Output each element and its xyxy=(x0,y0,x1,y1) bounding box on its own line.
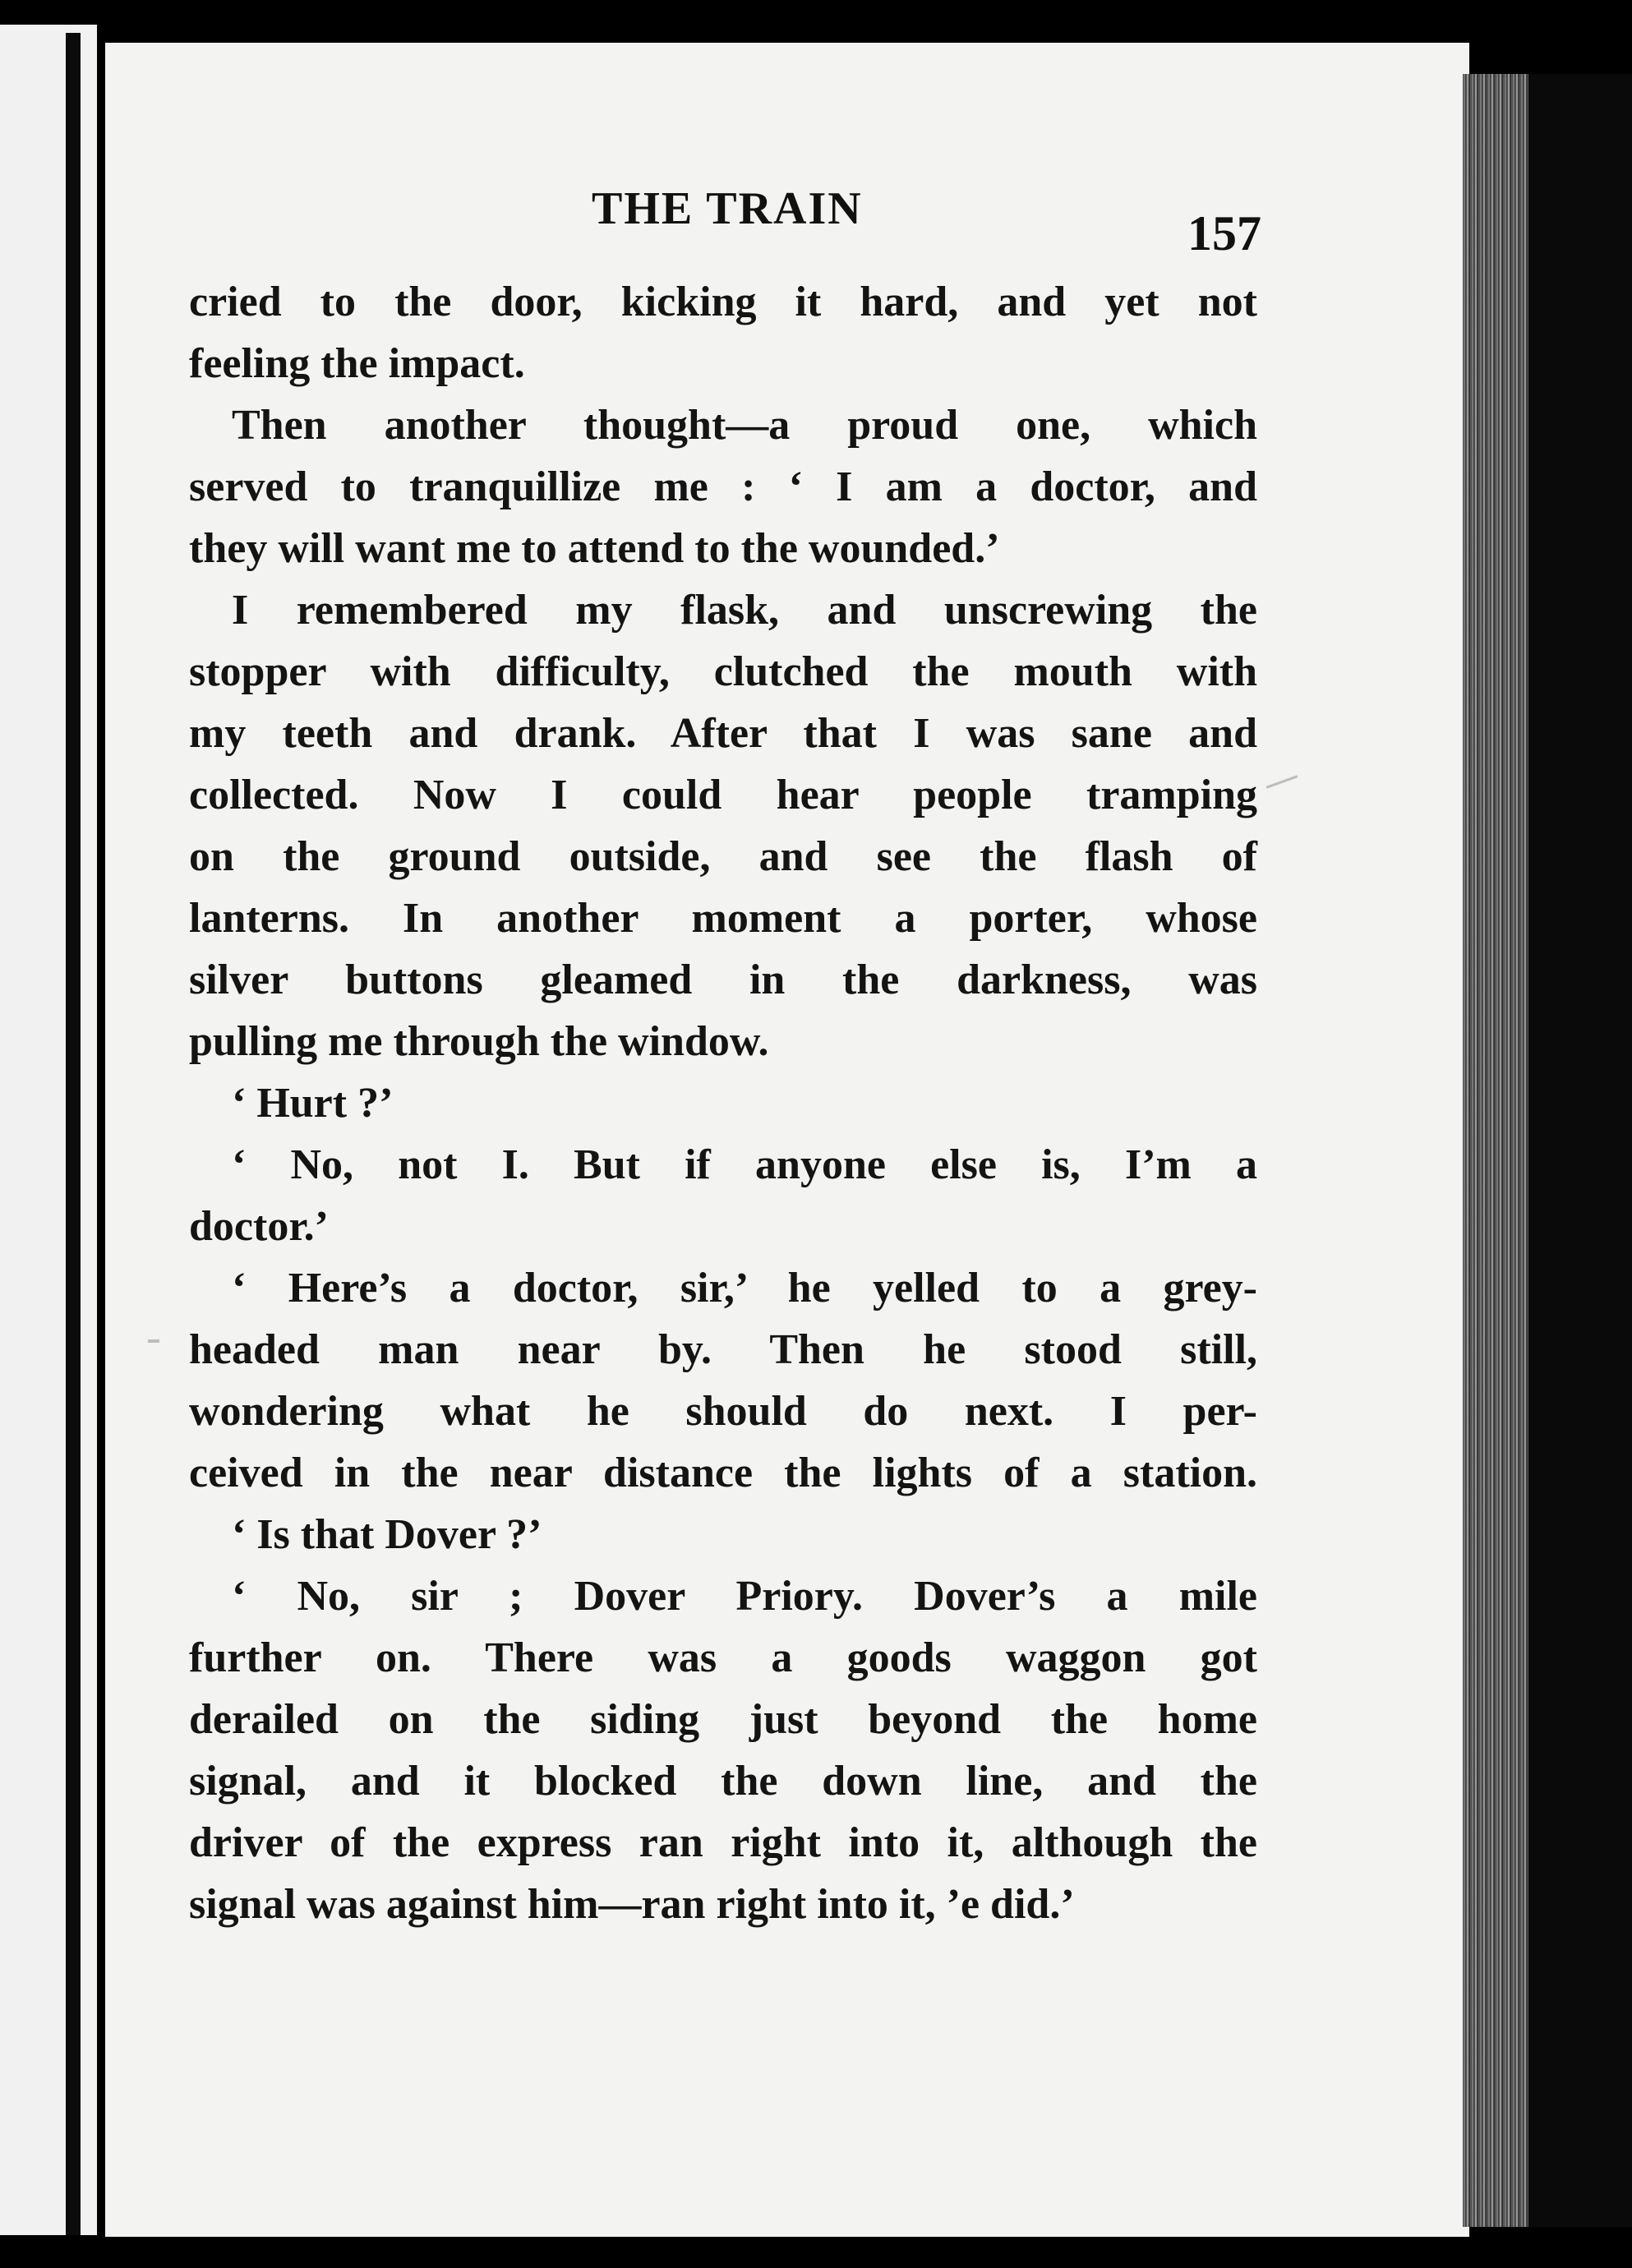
text-line: derailed on the siding just beyond the home xyxy=(189,1696,1257,1743)
text-line: ceived in the near distance the lights of a station. xyxy=(189,1450,1257,1496)
paper-blemish xyxy=(148,1339,159,1343)
text-line: I remembered my flask, and unscrewing the xyxy=(232,587,1257,634)
running-head: THE TRAIN xyxy=(592,183,863,234)
text-line: on the ground outside, and see the flash of xyxy=(189,833,1257,880)
text-line: Then another thought—a proud one, which xyxy=(232,402,1257,449)
text-line: ‘ Is that Dover ?’ xyxy=(232,1511,542,1558)
text-line: lanterns. In another moment a porter, whose xyxy=(189,895,1257,942)
page-number: 157 xyxy=(1187,206,1261,260)
text-line: further on. There was a goods waggon got xyxy=(189,1634,1257,1681)
scan-background-right xyxy=(1528,74,1632,2227)
text-line: ‘ Here’s a doctor, sir,’ he yelled to a grey- xyxy=(232,1265,1257,1311)
page-fore-edge xyxy=(1463,74,1528,2227)
text-line: doctor.’ xyxy=(189,1203,329,1250)
text-line: served to tranquillize me : ‘ I am a doctor, and xyxy=(189,463,1257,510)
text-line: signal, and it blocked the down line, and the xyxy=(189,1758,1257,1805)
text-line: my teeth and drank. After that I was sane and xyxy=(189,710,1257,757)
text-line: silver buttons gleamed in the darkness, was xyxy=(189,957,1257,1003)
text-line: ‘ Hurt ?’ xyxy=(232,1080,394,1127)
text-line: headed man near by. Then he stood still, xyxy=(189,1326,1257,1373)
text-line: stopper with difficulty, clutched the mouth with xyxy=(189,648,1257,695)
text-line: they will want me to attend to the wounded.’ xyxy=(189,525,1000,572)
text-line: feeling the impact. xyxy=(189,340,525,387)
facing-page-edge xyxy=(0,25,97,2235)
body-text xyxy=(189,271,1257,1935)
text-line: wondering what he should do next. I per- xyxy=(189,1388,1257,1435)
text-line: pulling me through the window. xyxy=(189,1018,769,1065)
text-line: driver of the express ran right into it, although the xyxy=(189,1819,1257,1866)
text-line: collected. Now I could hear people tramping xyxy=(189,772,1257,818)
text-line: cried to the door, kicking it hard, and yet not xyxy=(189,279,1257,325)
text-line: ‘ No, sir ; Dover Priory. Dover’s a mile xyxy=(232,1573,1257,1620)
text-line: ‘ No, not I. But if anyone else is, I’m a xyxy=(232,1141,1257,1188)
text-line: signal was against him—ran right into it, ’e did.’ xyxy=(189,1881,1075,1928)
book-gutter xyxy=(66,33,81,2235)
